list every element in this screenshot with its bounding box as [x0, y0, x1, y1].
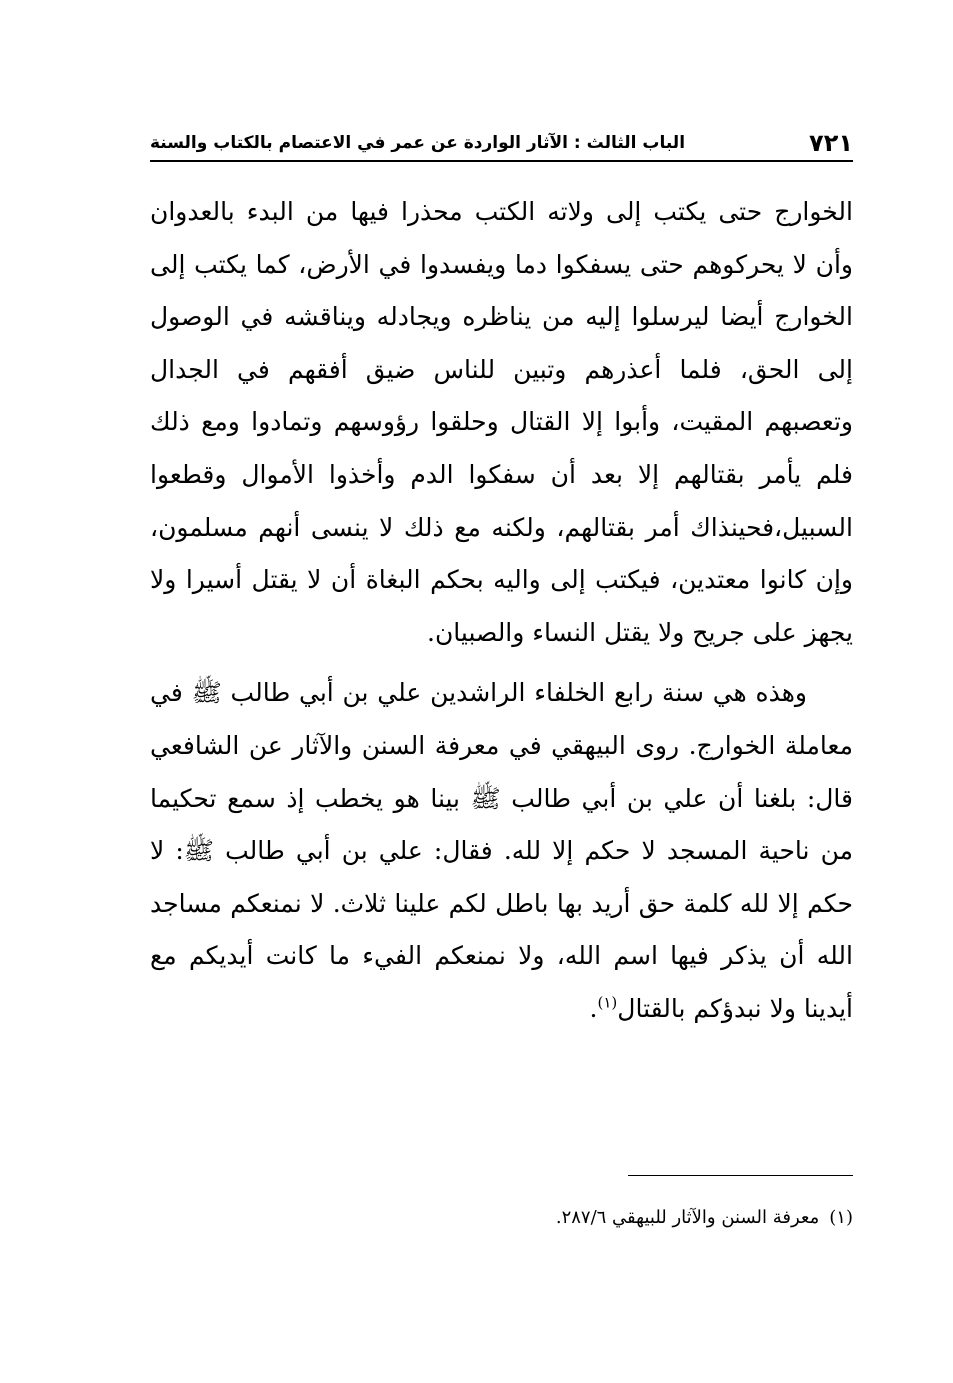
footnote-number: (١)	[829, 1207, 853, 1228]
header-divider	[150, 160, 853, 162]
main-text	[150, 186, 853, 1036]
running-title: الباب الثالث : الآثار الواردة عن عمر في الاعتصام بالكتاب والسنة	[150, 133, 686, 153]
footnote-divider	[628, 1175, 853, 1176]
footnote-text: معرفة السنن والآثار للبيهقي ٢٨٧/٦.	[555, 1207, 820, 1228]
footnote	[150, 1204, 853, 1232]
paragraph-text: وهذه هي سنة رابع الخلفاء الراشدين علي بن أبي طالب ﷺ في معاملة الخوارج. روى البيهقي في معرفة السنن والآثار عن الشافعي قال: بلغنا أن علي بن أبي طالب ﷺ بينا هو يخطب إذ سمع تحكيما من ناحية المسجد لا حكم إلا لله. فقال: علي بن أبي طالب ﷺ: لا حكم إلا لله كلمة حق أريد بها باطل لكم علينا ثلاث. لا نمنعكم مساجد الله أن يذكر فيها اسم الله، ولا نمنعكم الفيء ما كانت أيديكم مع أيدينا ولا نبدؤكم بالقتال	[150, 678, 853, 1023]
paragraph-end: .	[589, 993, 598, 1023]
running-header	[150, 118, 853, 158]
paragraph	[150, 667, 853, 1035]
footnote-reference: (١)	[597, 993, 618, 1012]
paragraph: الخوارج حتى يكتب إلى ولاته الكتب محذرا فيها من البدء بالعدوان وأن لا يحركوهم حتى يسفكوا دما ويفسدوا في الأرض، كما يكتب إلى الخوارج أيضا ليرسلوا إليه من يناظره ويجادله ويناقشه في الوصول إلى الحق، فلما أعذرهم وتبين للناس ضيق أفقهم في الجدال وتعصبهم المقيت، وأبوا إلا القتال وحلقوا رؤوسهم وتمادوا ومع ذلك فلم يأمر بقتالهم إلا بعد أن سفكوا الدم وأخذوا الأموال وقطعوا السبيل،فحينذاك أمر بقتالهم، ولكنه مع ذلك لا ينسى أنهم مسلمون، وإن كانوا معتدين، فيكتب إلى واليه بحكم البغاة أن لا يقتل أسيرا ولا يجهز على جريح ولا يقتل النساء والصبيان.	[150, 197, 853, 647]
page-number: ٧٢١	[809, 129, 853, 157]
